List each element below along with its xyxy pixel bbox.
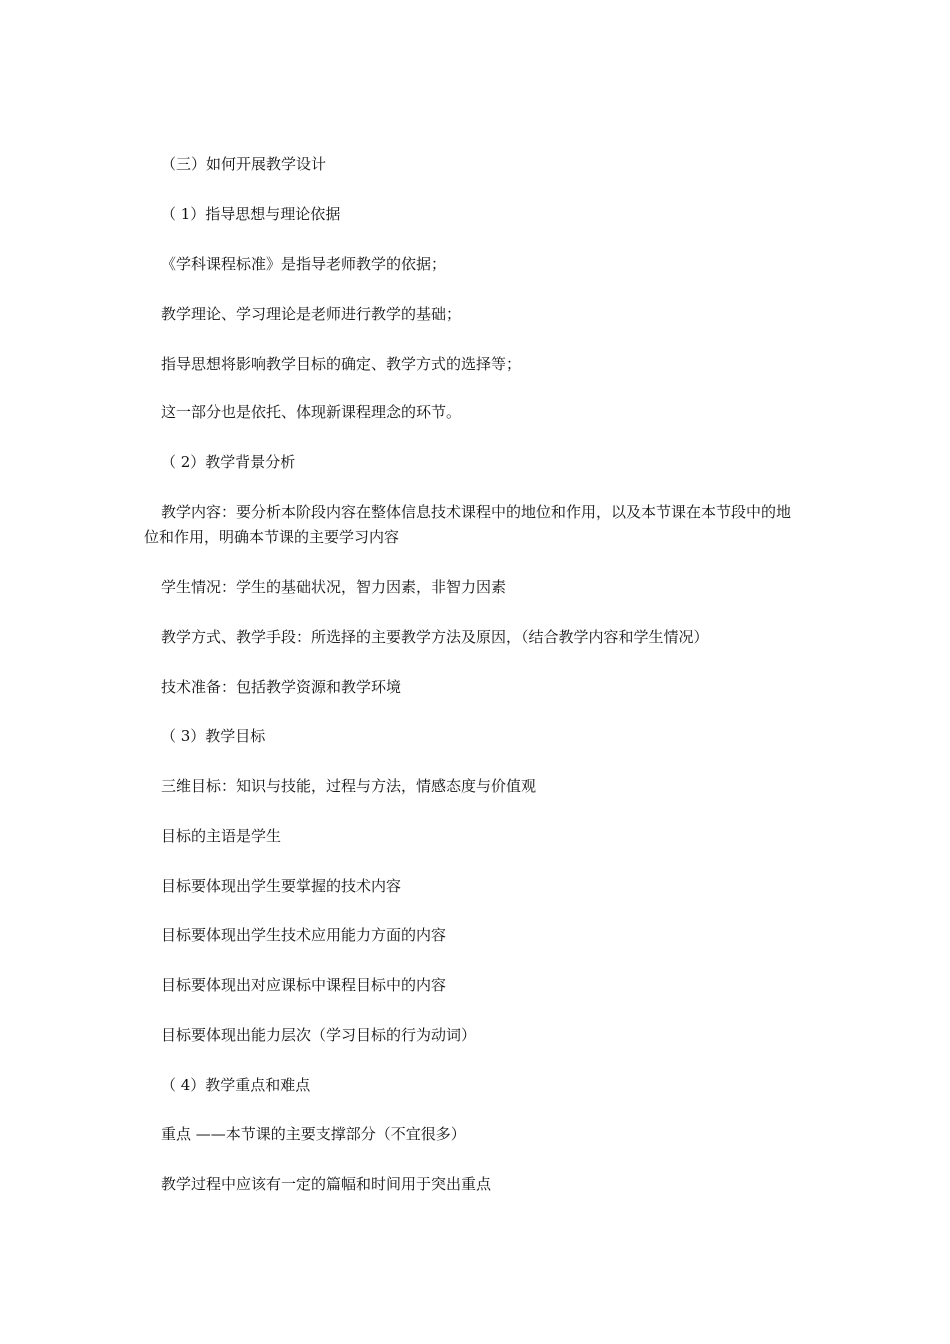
paragraph-line: 教学过程中应该有一定的篇幅和时间用于突出重点 xyxy=(161,1175,492,1193)
paragraph-line: 教学方式、教学手段：所选择的主要教学方法及原因，（结合教学内容和学生情况） xyxy=(161,628,709,646)
paragraph-line: 目标要体现出学生要掌握的技术内容 xyxy=(161,877,402,895)
paragraph-line: 目标要体现出对应课标中课程目标中的内容 xyxy=(161,976,447,994)
paragraph-line: 技术准备：包括教学资源和教学环境 xyxy=(161,678,402,696)
subheading-3: （ 3）教学目标 xyxy=(161,727,266,745)
paragraph-line: 教学理论、学习理论是老师进行教学的基础； xyxy=(161,305,462,323)
paragraph-line: 学生情况：学生的基础状况，智力因素，非智力因素 xyxy=(161,578,507,596)
paragraph-line: 这一部分也是依托、体现新课程理念的环节。 xyxy=(161,403,462,421)
subheading-1: （ 1）指导思想与理论依据 xyxy=(161,205,341,223)
paragraph-line: 目标要体现出能力层次（学习目标的行为动词） xyxy=(161,1026,477,1044)
paragraph-line: 《学科课程标准》是指导老师教学的依据； xyxy=(161,255,447,273)
paragraph-line: 目标的主语是学生 xyxy=(161,827,282,845)
paragraph-line: 三维目标：知识与技能，过程与方法，情感态度与价值观 xyxy=(161,777,537,795)
section-heading-3: （三）如何开展教学设计 xyxy=(161,155,327,173)
paragraph-line: 目标要体现出学生技术应用能力方面的内容 xyxy=(161,926,447,944)
paragraph-line: 指导思想将影响教学目标的确定、教学方式的选择等； xyxy=(161,355,522,373)
subheading-4: （ 4）教学重点和难点 xyxy=(161,1076,311,1094)
paragraph-line: 重点 ——本节课的主要支撑部分（不宜很多） xyxy=(161,1125,466,1143)
paragraph-teaching-content: 教学内容：要分析本阶段内容在整体信息技术课程中的地位和作用，以及本节课在本节段中的地位和作用，明确本节课的主要学习内容 xyxy=(144,503,792,546)
subheading-2: （ 2）教学背景分析 xyxy=(161,453,296,471)
